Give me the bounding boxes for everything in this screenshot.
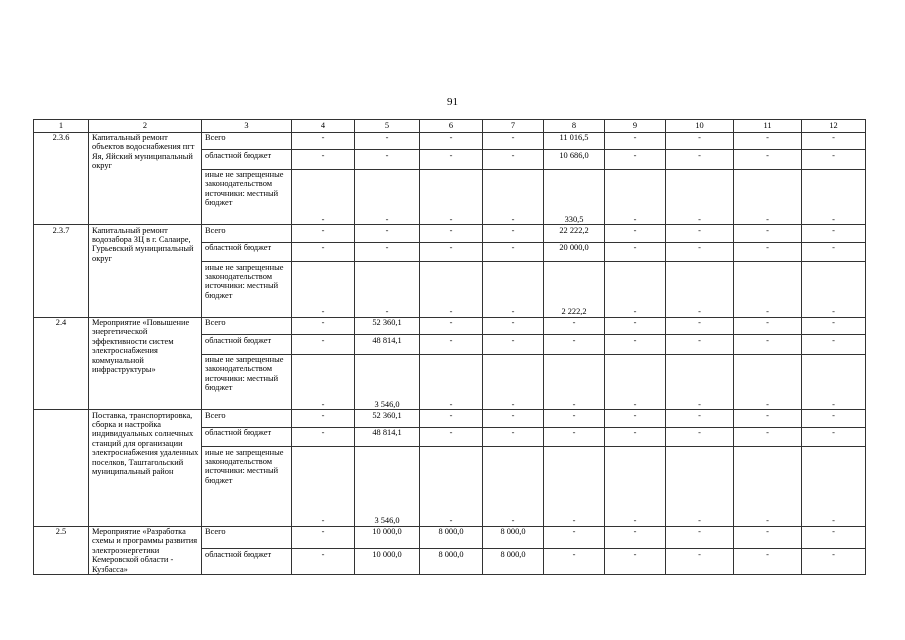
value-cell: 3 546,0 bbox=[355, 447, 420, 527]
funding-source: иные не запрещенные законодательством источники: местный бюджет bbox=[202, 169, 292, 225]
value-cell: - bbox=[355, 225, 420, 243]
value-cell: - bbox=[605, 262, 666, 318]
value-cell: - bbox=[355, 150, 420, 170]
value-cell: - bbox=[734, 169, 802, 225]
page-number: 91 bbox=[447, 96, 458, 108]
value-cell: - bbox=[734, 317, 802, 335]
value-cell: - bbox=[483, 242, 544, 262]
value-cell: - bbox=[666, 526, 734, 549]
value-cell: - bbox=[734, 447, 802, 527]
value-cell: - bbox=[605, 410, 666, 428]
value-cell: - bbox=[605, 225, 666, 243]
value-cell: - bbox=[802, 132, 866, 150]
value-cell: 22 222,2 bbox=[544, 225, 605, 243]
value-cell: - bbox=[292, 549, 355, 575]
table-row bbox=[34, 132, 866, 150]
funding-source: областной бюджет bbox=[202, 150, 292, 170]
header-row bbox=[34, 120, 866, 133]
header-cell: 4 bbox=[292, 120, 355, 133]
funding-source: областной бюджет bbox=[202, 549, 292, 575]
header-cell: 11 bbox=[734, 120, 802, 133]
table-row bbox=[34, 225, 866, 243]
value-cell: - bbox=[605, 169, 666, 225]
header-cell: 9 bbox=[605, 120, 666, 133]
row-number: 2.5 bbox=[34, 526, 89, 575]
row-name: Мероприятие «Повышение энергетической эффективности систем электроснабжения коммунальной инфраструктуры» bbox=[89, 317, 202, 410]
header-cell: 10 bbox=[666, 120, 734, 133]
value-cell: - bbox=[666, 317, 734, 335]
value-cell: - bbox=[605, 447, 666, 527]
row-number bbox=[34, 410, 89, 527]
value-cell: - bbox=[802, 447, 866, 527]
value-cell: - bbox=[734, 549, 802, 575]
value-cell: - bbox=[544, 526, 605, 549]
budget-table bbox=[33, 119, 866, 575]
value-cell: - bbox=[605, 132, 666, 150]
row-number: 2.3.6 bbox=[34, 132, 89, 225]
value-cell: - bbox=[802, 427, 866, 447]
value-cell: - bbox=[483, 150, 544, 170]
value-cell: - bbox=[420, 410, 483, 428]
value-cell: - bbox=[666, 132, 734, 150]
value-cell: - bbox=[544, 354, 605, 410]
value-cell: 20 000,0 bbox=[544, 242, 605, 262]
value-cell: - bbox=[355, 132, 420, 150]
value-cell: 52 360,1 bbox=[355, 317, 420, 335]
value-cell: - bbox=[420, 150, 483, 170]
value-cell: - bbox=[292, 132, 355, 150]
funding-source: областной бюджет bbox=[202, 242, 292, 262]
value-cell: - bbox=[483, 447, 544, 527]
value-cell: 10 000,0 bbox=[355, 549, 420, 575]
value-cell: 8 000,0 bbox=[483, 549, 544, 575]
funding-source: Всего bbox=[202, 225, 292, 243]
value-cell: - bbox=[292, 317, 355, 335]
value-cell: - bbox=[483, 427, 544, 447]
row-number: 2.4 bbox=[34, 317, 89, 410]
value-cell: - bbox=[734, 354, 802, 410]
value-cell: - bbox=[734, 225, 802, 243]
value-cell: - bbox=[734, 132, 802, 150]
funding-source: областной бюджет bbox=[202, 335, 292, 355]
value-cell: - bbox=[666, 262, 734, 318]
header-cell: 3 bbox=[202, 120, 292, 133]
value-cell: - bbox=[292, 262, 355, 318]
value-cell: - bbox=[734, 335, 802, 355]
value-cell: - bbox=[666, 354, 734, 410]
value-cell: - bbox=[666, 410, 734, 428]
value-cell: - bbox=[420, 447, 483, 527]
value-cell: - bbox=[292, 354, 355, 410]
value-cell: 2 222,2 bbox=[544, 262, 605, 318]
value-cell: - bbox=[483, 317, 544, 335]
value-cell: 11 016,5 bbox=[544, 132, 605, 150]
value-cell: - bbox=[420, 225, 483, 243]
value-cell: - bbox=[605, 317, 666, 335]
value-cell: - bbox=[734, 526, 802, 549]
value-cell: - bbox=[292, 447, 355, 527]
value-cell: - bbox=[734, 410, 802, 428]
value-cell: - bbox=[420, 242, 483, 262]
funding-source: Всего bbox=[202, 526, 292, 549]
table-row bbox=[34, 410, 866, 428]
value-cell: - bbox=[802, 242, 866, 262]
value-cell: - bbox=[666, 427, 734, 447]
value-cell: - bbox=[605, 549, 666, 575]
value-cell: - bbox=[605, 150, 666, 170]
value-cell: - bbox=[292, 150, 355, 170]
header-cell: 1 bbox=[34, 120, 89, 133]
row-name: Мероприятие «Разработка схемы и программы развития электроэнергетики Кемеровской области - Кузбасса» bbox=[89, 526, 202, 575]
funding-source: иные не запрещенные законодательством источники: местный бюджет bbox=[202, 354, 292, 410]
value-cell: - bbox=[483, 132, 544, 150]
value-cell: 330,5 bbox=[544, 169, 605, 225]
value-cell: - bbox=[483, 354, 544, 410]
value-cell: - bbox=[292, 169, 355, 225]
value-cell: - bbox=[544, 549, 605, 575]
value-cell: - bbox=[483, 410, 544, 428]
header-cell: 2 bbox=[89, 120, 202, 133]
value-cell: - bbox=[420, 169, 483, 225]
funding-source: иные не запрещенные законодательством источники: местный бюджет bbox=[202, 447, 292, 527]
header-cell: 8 bbox=[544, 120, 605, 133]
value-cell: - bbox=[802, 317, 866, 335]
value-cell: - bbox=[292, 335, 355, 355]
value-cell: - bbox=[802, 150, 866, 170]
funding-source: областной бюджет bbox=[202, 427, 292, 447]
value-cell: - bbox=[420, 317, 483, 335]
value-cell: - bbox=[483, 335, 544, 355]
value-cell: 8 000,0 bbox=[420, 526, 483, 549]
value-cell: - bbox=[666, 225, 734, 243]
value-cell: 8 000,0 bbox=[420, 549, 483, 575]
value-cell: - bbox=[483, 169, 544, 225]
value-cell: - bbox=[355, 262, 420, 318]
value-cell: - bbox=[802, 410, 866, 428]
value-cell: - bbox=[605, 354, 666, 410]
value-cell: - bbox=[292, 225, 355, 243]
value-cell: - bbox=[802, 549, 866, 575]
value-cell: - bbox=[734, 427, 802, 447]
value-cell: 52 360,1 bbox=[355, 410, 420, 428]
funding-source: иные не запрещенные законодательством источники: местный бюджет bbox=[202, 262, 292, 318]
value-cell: - bbox=[483, 262, 544, 318]
value-cell: - bbox=[605, 427, 666, 447]
header-cell: 6 bbox=[420, 120, 483, 133]
value-cell: - bbox=[802, 169, 866, 225]
value-cell: - bbox=[292, 427, 355, 447]
header-cell: 12 bbox=[802, 120, 866, 133]
value-cell: 10 000,0 bbox=[355, 526, 420, 549]
funding-source: Всего bbox=[202, 132, 292, 150]
value-cell: - bbox=[666, 549, 734, 575]
value-cell: - bbox=[292, 526, 355, 549]
value-cell: - bbox=[420, 427, 483, 447]
value-cell: - bbox=[666, 447, 734, 527]
value-cell: - bbox=[802, 526, 866, 549]
value-cell: - bbox=[420, 335, 483, 355]
row-number: 2.3.7 bbox=[34, 225, 89, 318]
value-cell: - bbox=[802, 225, 866, 243]
value-cell: - bbox=[605, 526, 666, 549]
value-cell: - bbox=[544, 447, 605, 527]
value-cell: - bbox=[734, 262, 802, 318]
value-cell: - bbox=[802, 335, 866, 355]
value-cell: - bbox=[420, 354, 483, 410]
value-cell: - bbox=[605, 335, 666, 355]
value-cell: 48 814,1 bbox=[355, 335, 420, 355]
value-cell: - bbox=[420, 262, 483, 318]
value-cell: - bbox=[544, 427, 605, 447]
value-cell: 3 546,0 bbox=[355, 354, 420, 410]
value-cell: - bbox=[666, 242, 734, 262]
header-cell: 5 bbox=[355, 120, 420, 133]
value-cell: - bbox=[666, 335, 734, 355]
value-cell: - bbox=[355, 169, 420, 225]
value-cell: - bbox=[420, 132, 483, 150]
value-cell: - bbox=[544, 410, 605, 428]
value-cell: - bbox=[666, 150, 734, 170]
value-cell: - bbox=[802, 262, 866, 318]
row-name: Поставка, транспортировка, сборка и настройка индивидуальных солнечных станций для организации электроснабжения удаленных поселков, Таштагольский муниципальный район bbox=[89, 410, 202, 527]
value-cell: - bbox=[292, 410, 355, 428]
table-row bbox=[34, 526, 866, 549]
row-name: Капитальный ремонт водозабора ЗЦ в г. Салаире, Гурьевский муниципальный округ bbox=[89, 225, 202, 318]
header-cell: 7 bbox=[483, 120, 544, 133]
value-cell: - bbox=[355, 242, 420, 262]
value-cell: - bbox=[666, 169, 734, 225]
value-cell: - bbox=[734, 150, 802, 170]
value-cell: - bbox=[734, 242, 802, 262]
value-cell: 10 686,0 bbox=[544, 150, 605, 170]
value-cell: - bbox=[802, 354, 866, 410]
value-cell: - bbox=[544, 335, 605, 355]
table-row bbox=[34, 317, 866, 335]
value-cell: 48 814,1 bbox=[355, 427, 420, 447]
value-cell: - bbox=[605, 242, 666, 262]
row-name: Капитальный ремонт объектов водоснабжения пгт Яя, Яйский муниципальный округ bbox=[89, 132, 202, 225]
value-cell: - bbox=[483, 225, 544, 243]
value-cell: - bbox=[544, 317, 605, 335]
funding-source: Всего bbox=[202, 410, 292, 428]
funding-source: Всего bbox=[202, 317, 292, 335]
value-cell: - bbox=[292, 242, 355, 262]
value-cell: 8 000,0 bbox=[483, 526, 544, 549]
